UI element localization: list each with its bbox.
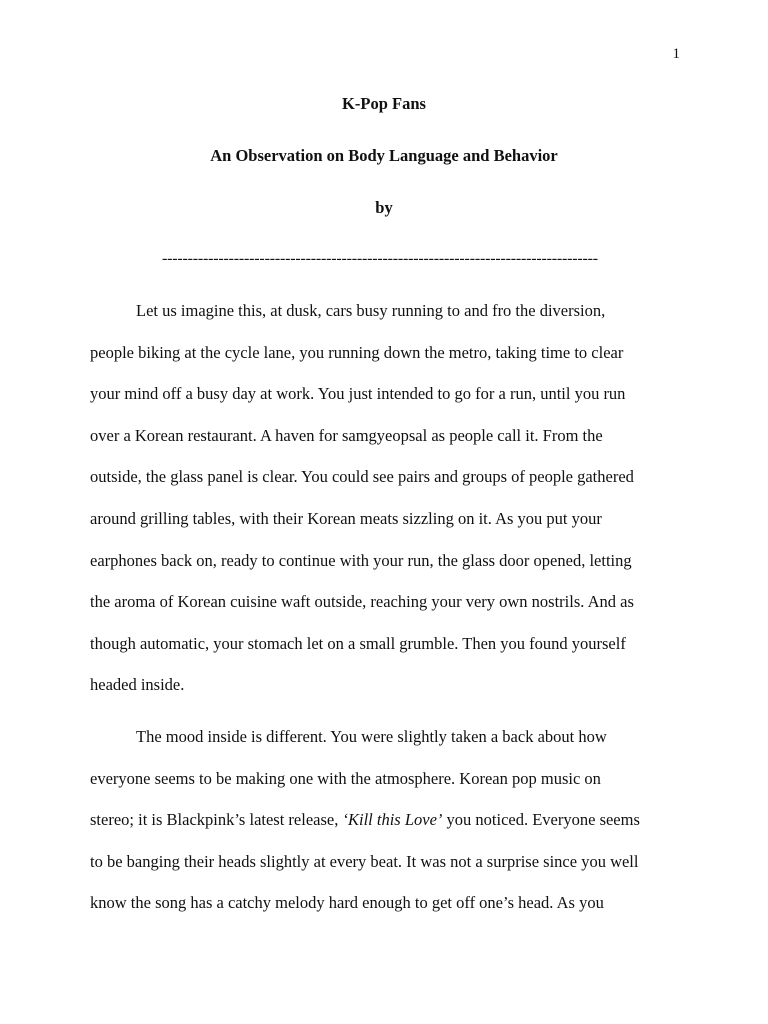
paragraph-line: know the song has a catchy melody hard enough to get off one’s head. As you	[90, 893, 604, 913]
paragraph-line: your mind off a busy day at work. You just intended to go for a run, until you run	[90, 384, 626, 404]
line-text: stereo; it is Blackpink’s latest release,	[90, 810, 343, 830]
paragraph-line: everyone seems to be making one with the atmosphere. Korean pop music on	[90, 768, 601, 788]
song-title-italic: ‘Kill this Love’	[342, 810, 443, 830]
paragraph-2	[90, 716, 690, 924]
paragraph-line: though automatic, your stomach let on a small grumble. Then you found yourself	[90, 633, 626, 653]
paragraph-line: the aroma of Korean cuisine waft outside, reaching your very own nostrils. And as	[90, 592, 634, 612]
paragraph-line: to be banging their heads slightly at every beat. It was not a surprise since you well	[90, 851, 639, 871]
paragraph-line: over a Korean restaurant. A haven for samgyeopsal as people call it. From the	[90, 425, 603, 445]
paragraph-line: around grilling tables, with their Korean meats sizzling on it. As you put your	[90, 508, 602, 528]
byline: by	[375, 198, 393, 217]
author-placeholder-line: -------------------------------------------------------------------------------------	[162, 250, 598, 267]
document-title: K-Pop Fans	[342, 94, 426, 113]
paragraph-line: The mood inside is different. You were slightly taken a back about how	[136, 727, 607, 746]
paragraph-1	[90, 290, 690, 706]
paragraph-line: Let us imagine this, at dusk, cars busy running to and fro the diversion,	[136, 301, 606, 320]
document-subtitle: An Observation on Body Language and Behavior	[210, 146, 558, 165]
line-text: you noticed. Everyone seems	[442, 810, 640, 830]
page-number: 1	[672, 46, 680, 62]
paragraph-line: people biking at the cycle lane, you running down the metro, taking time to clear	[90, 342, 624, 362]
paragraph-line: headed inside.	[90, 675, 185, 695]
paragraph-line: earphones back on, ready to continue with your run, the glass door opened, letting	[90, 550, 632, 570]
paragraph-line	[90, 799, 690, 841]
paragraph-line: outside, the glass panel is clear. You could see pairs and groups of people gathered	[90, 467, 634, 487]
